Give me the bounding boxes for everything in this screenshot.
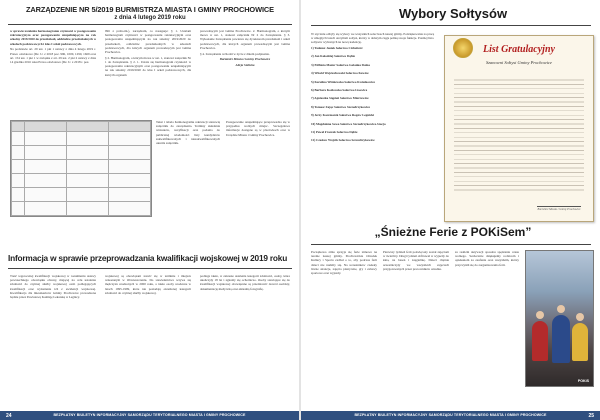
holidays-col-3	[455, 250, 519, 400]
schedule-table	[10, 120, 152, 217]
photo-figure	[532, 321, 548, 361]
letter-body-lines	[454, 76, 584, 191]
footer-text-left: BEZPŁATNY BIULETYN INFORMACYJNY SAMORZĄDU TERYTORIALNEGO MIASTA I GMINY PROCHOWICE	[53, 413, 246, 418]
elections-divider	[311, 25, 591, 26]
qualification-divider	[8, 268, 292, 269]
ordinance-para-1: 996 z późn.zm.), zarządzam, co następuje: § 1. Ustalam harmonogram czynności w postępowaniu rekrutacyjnym oraz postępowaniu uzupełniającym na rok szkolny 2019/2020 do przedszkoli, oddziałów przedszkolnych w szkołach podstawowych, dla których organem prowadzącym jest Gmina Prochowice.	[105, 29, 191, 55]
left-footer	[0, 411, 299, 420]
qualification-col-2	[105, 274, 191, 404]
list-item: 6) Barbara Kozłowska Sołectwo Lisowice	[311, 87, 368, 92]
holidays-text-1: Początkowa zima sprzyja się ferie zimowe na terenie naszej gminy. Prochowickie Ośrodek Kultury i Sportu zadbał o to, aby podczas ferii dzieci nie nudziły się. Na uczestników czekały liczne atrakcje, zajęcia plastyczne, gry i zabawy sportowe oraz wyjazdy.	[311, 250, 377, 276]
signoff-name: Alicja Sielicka	[235, 63, 255, 68]
list-item: 7) Agnieszka Stępień Sołectwo Mierzowice	[311, 96, 369, 101]
qualification-text-2: wojskowej są obowiązani stawić się w terminie i miejscu wskazanym w Obwieszczeniu. Do stawiennictwa wzywa się mężczyzn urodzonych w 2000 roku, a także osoby urodzone w latach 1995-1999, które nie posiadają określonej kategorii zdolności do czynnej służby wojskowej.	[105, 274, 191, 295]
page-number-left: 24	[6, 412, 12, 419]
ordinance-col-2	[105, 29, 191, 117]
photo-figure-head	[536, 311, 544, 319]
photo-caption: POKiS	[577, 379, 589, 383]
ordinance-basis: Na podstawie art. 29 ust. 1 pkt 1 ustawy z dnia 4 lutego 2019 r. Prawo oświatowe (Dz. U. z 2018 poz. 996, 1000, 1290, 1669 oraz art. 154 ust. 1 pkt 1 w związku z art. 29 ust. 2 pkt 2 ustawy z dnia 14 grudnia 2016 roku Prawo oświatowe (Dz. U. z 2018 r. poz.	[10, 47, 96, 65]
ordinance-date: z dnia 4 lutego 2019 roku	[114, 15, 186, 21]
photo-figure	[572, 323, 588, 361]
qualification-title: Informacja w sprawie przeprowadzania kwalifikacji wojskowej w 2019 roku	[8, 253, 288, 263]
photo-figure	[552, 315, 570, 363]
title-divider	[8, 24, 292, 25]
list-item: 1) Tadeusz Jasiak Sołectwo Cichobórz	[311, 46, 363, 50]
holidays-col-2	[383, 250, 449, 400]
ordinance-para-2: § 2. Harmonogram, o którym mowa w ust. 1, stanowi załącznik Nr 1 do Zarządzenia. § 2. 1. Ustala się harmonogram czynności w postępowaniu rekrutacyjnym oraz postępowaniu uzupełniającym na rok szkolny 2019/2020 do klas I szkół podstawowych, dla których organem	[105, 55, 191, 77]
elections-intro: W styczniu odbyły się wybory we wszystkich sołectwach naszej gminy. Podziękowania za pracę w ubiegłych latach otrzymali sołtysi, którzy w dalszym ciągu pełnią swoje funkcje. Poniżej lista sołtysów wybranych na nową kadencję.	[311, 32, 435, 45]
list-item: 3) Elżbieta Mazur Sołectwo Golanka Dolna	[311, 62, 370, 67]
letter-subtitle: Szanowni Sołtysi Gminy Prochowice	[486, 60, 552, 65]
list-item: 9) Jerzy Kaczmarek Sołectwo Rogów Legnicki	[311, 113, 375, 118]
list-item: 2) Jan Kołodziej Sołectwo Dąbie	[311, 54, 355, 59]
footer-text-right: BEZPŁATNY BIULETYN INFORMACYJNY SAMORZĄDU TERYTORIALNEGO MIASTA I GMINY PROCHOWICE	[354, 413, 547, 418]
qualification-col-1	[10, 274, 96, 404]
ordinance-para-3: prowadzącym jest Gmina Prochowice. 2. Harmonogram, o którym mowa w ust. 1, stanowi załącznik Nr 2 do Zarządzenia. § 3. Wykonanie Zarządzenia powierza się dyrektorom przedszkoli i szkół podstawowych, dla których organem prowadzącym jest Gmina Prochowice.	[200, 29, 290, 50]
congratulatory-letter	[444, 35, 594, 222]
ordinance-col-lower-2	[156, 120, 220, 240]
right-footer	[301, 411, 600, 420]
letter-signature: Burmistrz Miasta i Gminy Prochowice	[537, 208, 581, 211]
holidays-text-3: za realizm aktywacji sposobu spędzania czasu wolnego. Serdecznie dziękujemy rodzicom i opiekunom za zaufanie oraz wszystkim, którzy przyczynili się do zorganizowania ferii.	[455, 250, 519, 267]
holidays-text-2: Pierwszy tydzień ferii poświęcony został zajęciom w świetlicy. Drugi tydzień obfitował w wyjazdy do kina, na basen i kręgielnię. Dzieci chętnie uczestniczyły we wszystkich zajęciach przygotowanych przez pracowników ośrodka.	[383, 250, 449, 271]
elections-title: Wybory Sołtysów	[398, 6, 508, 21]
list-item: 12) Czesław Wójcik Sołectwo Szczedrzykowice	[311, 138, 375, 143]
photo-figure-head	[557, 305, 565, 313]
list-item: 10) Magdalena Sowa Sołectwo Szczedrzykowice-Stacja	[311, 121, 386, 126]
signature-line	[537, 196, 581, 207]
ordinance-col-3	[200, 29, 290, 117]
right-page	[301, 0, 600, 420]
list-item: 8) Tomasz Zając Sołectwo Szczedrzykowice	[311, 104, 370, 109]
ordinance-title: ZARZĄDZENIE NR 5/2019 BURMISTRZA MIASTA I GMINY PROCHOWICE	[26, 5, 274, 14]
qualification-col-3	[200, 274, 290, 404]
list-item: 11) Paweł Fraczek Sołectwo Dąbie	[311, 129, 358, 134]
page-number-right: 25	[588, 412, 594, 419]
photo-figure-head	[576, 313, 584, 321]
list-item: 5) Karolina Wiśniewska Sołectwo Kwiatkowice	[311, 79, 375, 84]
holidays-col-1	[311, 250, 377, 400]
soltysi-list	[311, 32, 437, 147]
letter-title: List Gratulacyjny	[483, 44, 555, 55]
ordinance-col-lower-3	[226, 120, 290, 240]
winter-holidays-title: „Śnieżne Ferie z POKiSem”	[374, 225, 532, 239]
winter-holidays-divider	[311, 244, 591, 245]
holidays-photo	[525, 250, 594, 387]
ordinance-para-4: § 4. Zarządzenie wchodzi w życie z dniem podpisania.	[200, 51, 270, 56]
qualification-text-1: Treść tegorocznej kwalifikacji wojskowej w rozumieniu ustawy powszechnego obowiązku obrony, mającej na celu ustalenie zdolności do czynnej służby wojskowej osób podlegających kwalifikacji oraz wyłonienie ich z ewidencji wojskowej. Kwalifikacja dla mieszkańców Gminy Prochowice prowadzona będzie przez Powiatową Komisję Lekarską w Legnicy.	[10, 274, 96, 300]
ordinance-lower-text-2: Postępowanie uzupełniające przeprowadza się w przypadku wolnych miejsc. Szczegółowe informacje dostępne są w placówkach oraz w Urzędzie Miasta i Gminy Prochowice.	[226, 120, 290, 137]
list-item: 4) Witold Wojciechowski Sołectwo Kawice	[311, 71, 369, 76]
ordinance-col-1	[10, 29, 96, 117]
left-page	[0, 0, 299, 420]
signoff-role: Burmistrz Miasta i Gminy Prochowice	[219, 57, 271, 62]
ordinance-lead: w sprawie ustalenia harmonogramu czynności w postępowaniu rekrutacyjnym oraz postępowaniu uzupełniającym na rok szkolny 2019/2020 do przedszkoli, oddziałów przedszkolnych w szkołach podstawowych i klas I szkół podstawowych.	[10, 29, 96, 46]
ordinance-lower-text-1: Tekst i tabela harmonogramu rekrutacji stanowią załącznik do zarządzenia. Terminy składania wniosków, weryfikacji oraz podania do publicznej wiadomości listy kandydatów zakwalifikowanych i niezakwalifikowanych określa załącznik.	[156, 120, 220, 146]
qualification-text-3: podlega także, w zakresie ustalenia kategorii zdolności, osoby, które ukończyły 18 lat i zgłosiły się ochotniczo. Osoby stawiające się do kwalifikacji wojskowej obowiązane są przedstawić dowód osobisty, dokumentację medyczną oraz aktualną fotografię.	[200, 274, 290, 291]
